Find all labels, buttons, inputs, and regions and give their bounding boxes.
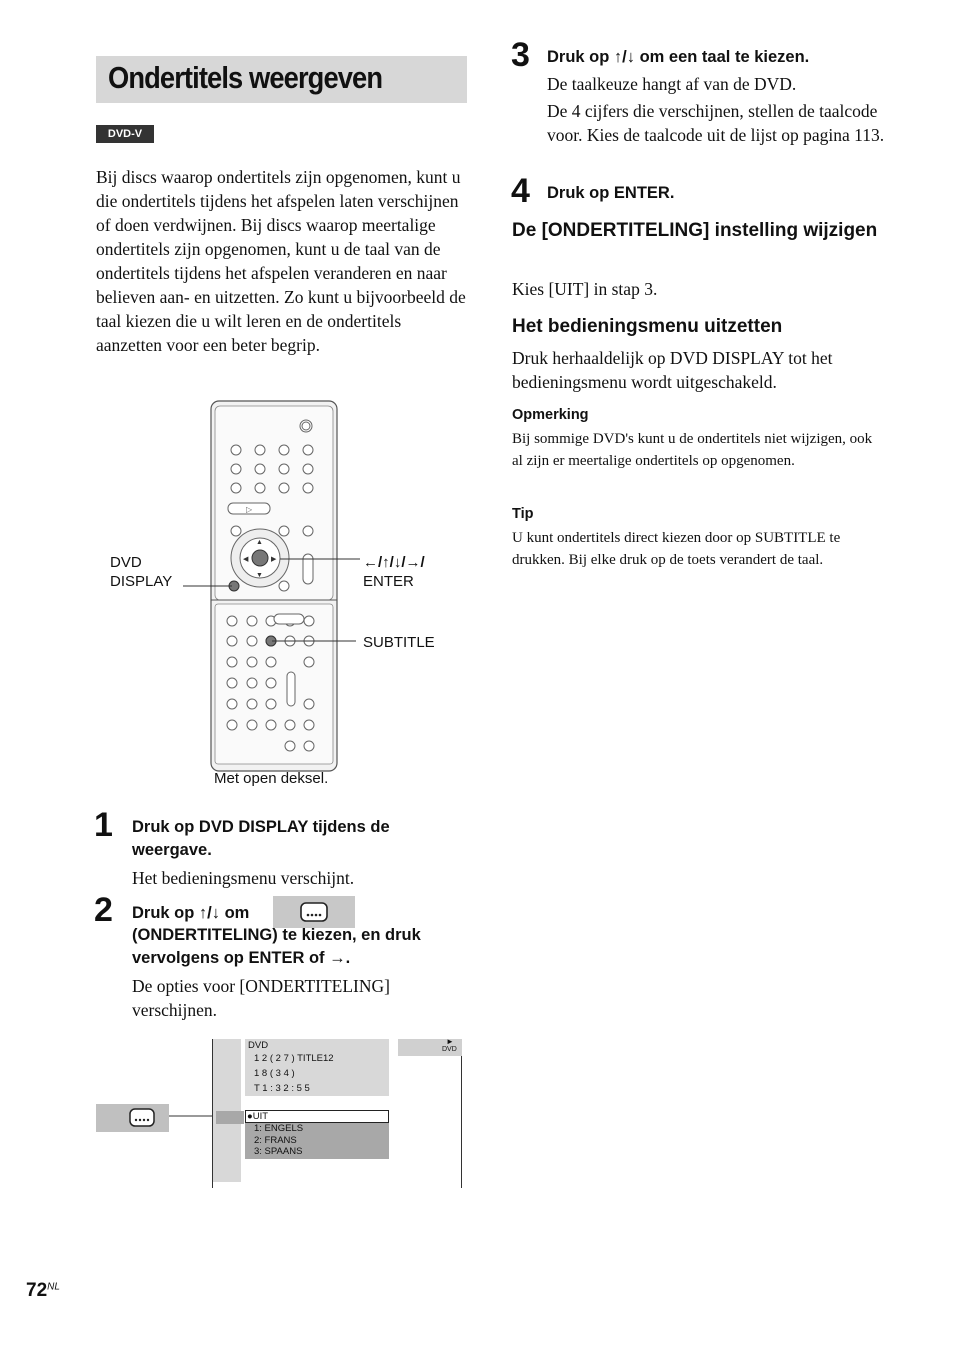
step-3-heading: Druk op ↑/↓ om een taal te kiezen. (547, 48, 810, 66)
tip-heading: Tip (512, 506, 534, 522)
osd-screen (212, 1039, 462, 1188)
play-icon: ► (446, 1037, 454, 1046)
remote-button (303, 483, 313, 493)
tip-text: U kunt ondertitels direct kiezen door op SUBTITLE te drukken. Bij elke druk op de toets verandert de taal. (512, 530, 841, 568)
page-title: Ondertitels weergeven (108, 60, 383, 95)
svg-text:▶: ▶ (271, 556, 277, 563)
step-2-heading-a: Druk op ↑/↓ om (132, 904, 250, 922)
step-2-number: 2 (94, 891, 113, 929)
remote-button (266, 720, 276, 730)
osd-option: 3: SPAANS (254, 1146, 303, 1157)
remote-button (303, 445, 313, 455)
label-subtitle: SUBTITLE (363, 634, 435, 651)
osd-option: 2: FRANS (254, 1135, 297, 1146)
osd-play-label: DVD (442, 1046, 457, 1053)
svg-text:▲: ▲ (256, 539, 263, 546)
osd-subtitle-icon-box (96, 1104, 169, 1132)
remote-button (231, 464, 241, 474)
remote-button (304, 741, 314, 751)
osd-option: 1: ENGELS (254, 1123, 304, 1134)
remote-button (285, 741, 295, 751)
step-1-text: Het bedieningsmenu verschijnt. (132, 868, 355, 888)
osd-disc-label: DVD (248, 1040, 269, 1051)
label-dvd-display: DVD DISPLAY (110, 554, 173, 590)
osd-option: ●UIT (247, 1111, 269, 1122)
subtitle-icon (96, 1104, 169, 1132)
remote-button (279, 483, 289, 493)
remote-button (231, 445, 241, 455)
remote-button (227, 678, 237, 688)
label-arrows-enter: ←/↑/↓/→/ ENTER (363, 554, 425, 590)
step-4-heading: Druk op ENTER. (547, 184, 675, 202)
osd-play-status (398, 1039, 462, 1056)
page-title-bar (96, 56, 467, 103)
remote-button (279, 526, 289, 536)
remote-leader-lines (180, 550, 380, 660)
remote-caption: Met open deksel. (214, 770, 329, 787)
svg-text:▷: ▷ (246, 505, 253, 514)
remote-button (303, 464, 313, 474)
remote-button (303, 526, 313, 536)
remote-button (255, 445, 265, 455)
svg-text:▼: ▼ (256, 572, 263, 579)
section-menu-off-heading: Het bedieningsmenu uitzetten (512, 316, 783, 337)
remote-button (227, 699, 237, 709)
svg-text:◀: ◀ (243, 556, 249, 563)
osd-title-line: 1 2 ( 2 7 ) TITLE12 (254, 1053, 334, 1064)
step-1-number: 1 (94, 806, 113, 844)
remote-button (255, 483, 265, 493)
step-3-text-1: De taalkeuze hangt af van de DVD. (547, 74, 797, 94)
remote-button (279, 445, 289, 455)
note-heading: Opmerking (512, 407, 589, 423)
dvd-v-badge: DVD-V (96, 125, 154, 143)
remote-button (247, 720, 257, 730)
step-1-heading: Druk op DVD DISPLAY tijdens de weergave. (132, 818, 390, 859)
step-3-text-2: De 4 cijfers die verschijnen, stellen de taalcode voor. Kies de taalcode uit de lijst op pagina 113. (547, 101, 885, 145)
osd-chapter-line: 1 8 ( 3 4 ) (254, 1068, 295, 1079)
remote-button (304, 720, 314, 730)
intro-paragraph: Bij discs waarop ondertitels zijn opgenomen, kunt u die ondertitels tijdens het afspelen laten verschijnen of doen verdwijnen. Bij discs waarop meertalige ondertitels zijn opgenomen, kunt u de taal van de ondertitels tijdens het afspelen veranderen en naar believen aan- en uitzetten. Zo kunt u bijvoorbeeld de taal kiezen die u wilt leren en de ondertitels aanzetten voor een beter begrip. (96, 167, 466, 355)
section-change-subtitle-text: Kies [UIT] in stap 3. (512, 279, 658, 299)
remote-button (304, 699, 314, 709)
osd-selected-icon (216, 1111, 244, 1124)
remote-button (285, 720, 295, 730)
step-3-number: 3 (511, 36, 530, 74)
remote-button (231, 483, 241, 493)
section-menu-off-text: Druk herhaaldelijk op DVD DISPLAY tot het bedieningsmenu wordt uitgeschakeld. (512, 348, 833, 392)
remote-button (247, 699, 257, 709)
page-number: $72^{NL}$ (26, 1280, 60, 1301)
remote-button (279, 464, 289, 474)
remote-button (266, 678, 276, 688)
note-text: Bij sommige DVD's kunt u de ondertitels niet wijzigen, ook al zijn er meertalige ondertitels op opgenomen. (512, 431, 873, 469)
section-change-subtitle-heading: De [ONDERTITELING] instelling wijzigen (512, 220, 878, 241)
step-4-number: 4 (511, 172, 530, 210)
osd-time-line: T 1 : 3 2 : 5 5 (254, 1083, 310, 1094)
remote-button (266, 699, 276, 709)
remote-button (231, 526, 241, 536)
remote-button (227, 720, 237, 730)
remote-button (247, 678, 257, 688)
remote-button (255, 464, 265, 474)
step-2-text: De opties voor [ONDERTITELING] verschijnen. (132, 976, 390, 1020)
step-2-heading-b: (ONDERTITELING) te kiezen, en druk vervolgens op ENTER of →. (132, 926, 421, 967)
